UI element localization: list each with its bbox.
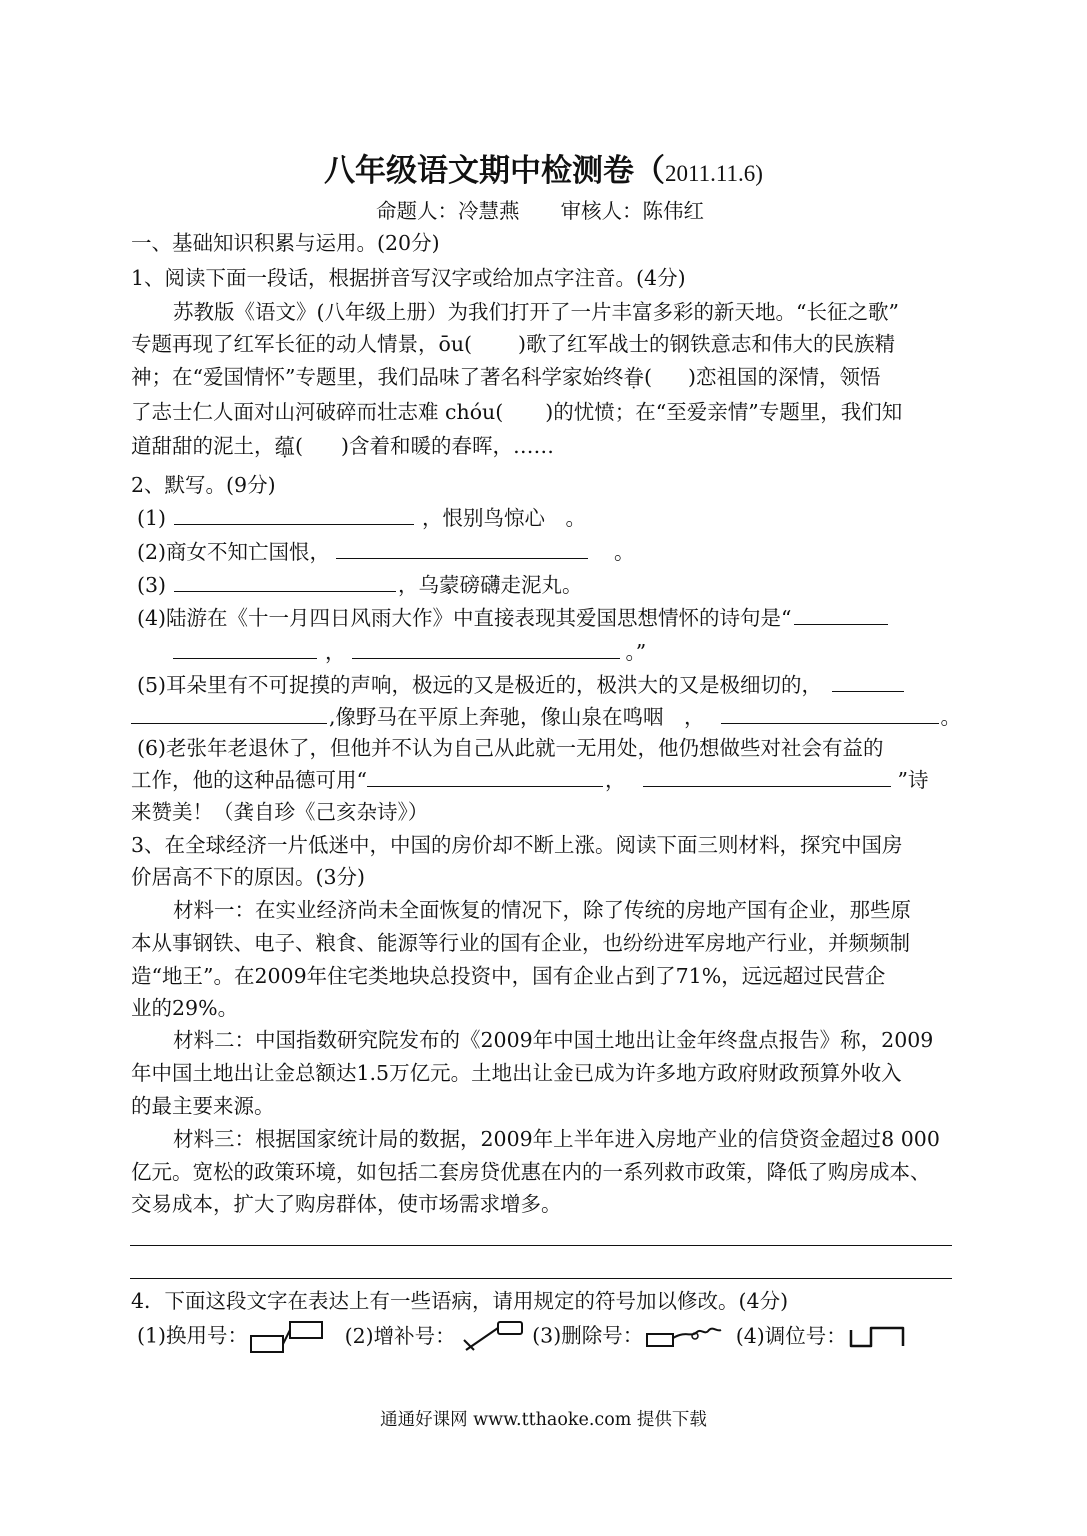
item-number: (1) bbox=[137, 506, 167, 530]
section-heading: 一、基础知识积累与运用。(20分) bbox=[131, 231, 440, 255]
item-text: 。” bbox=[625, 640, 647, 664]
material-line: 交易成本，扩大了购房群体，使市场需求增多。 bbox=[131, 1192, 562, 1216]
replace-symbol-icon bbox=[248, 1320, 324, 1354]
q2-item-5-cont bbox=[131, 702, 961, 732]
symbol-label: (3)删除号： bbox=[532, 1323, 644, 1348]
page-title bbox=[0, 145, 1087, 190]
q1-text: 神；在“爱国情怀”专题里，我们品味了著名科学家始终 bbox=[131, 365, 624, 389]
title-text: 八年级语文期中检测卷（ bbox=[324, 153, 666, 189]
material-line: 年中国土地出让金总额达1.5万亿元。土地出让金已成为许多地方政府财政预算外收入 bbox=[131, 1061, 902, 1085]
answer-blank[interactable] bbox=[174, 504, 414, 525]
item-text: (2)商女不知亡国恨， bbox=[137, 540, 331, 564]
q4-prompt: 4．下面这段文字在表达上有一些语病，请用规定的符号加以修改。(4分) bbox=[131, 1289, 789, 1313]
answer-blank[interactable] bbox=[336, 538, 588, 559]
dotted-char: 眷 bbox=[623, 365, 644, 389]
q1-passage-line bbox=[131, 362, 880, 392]
item-number: (3) bbox=[137, 573, 167, 597]
item-text: ， bbox=[604, 768, 626, 792]
symbol-label: (2)增补号： bbox=[344, 1323, 456, 1348]
q2-item-2 bbox=[137, 537, 635, 567]
footer-note: 通通好课网 www.tthaoke.com 提供下载 bbox=[380, 1410, 707, 1430]
answer-line[interactable] bbox=[130, 1278, 952, 1279]
q2-item-5 bbox=[137, 670, 904, 700]
answer-blank[interactable] bbox=[794, 604, 888, 625]
symbol-label: (4)调位号： bbox=[735, 1323, 847, 1348]
answer-blank[interactable] bbox=[173, 638, 317, 659]
q1-text: )恋祖国的深情，领悟 bbox=[687, 365, 881, 389]
item-text: ，恨别鸟惊心 。 bbox=[422, 506, 587, 530]
dotted-char: 蕴 bbox=[274, 434, 295, 458]
answer-blank[interactable] bbox=[721, 703, 939, 724]
q1-passage-line bbox=[131, 397, 902, 427]
q3-prompt: 3、在全球经济一片低迷中，中国的房价却不断上涨。阅读下面三则材料，探究中国房 bbox=[131, 833, 903, 857]
q2-item-3 bbox=[137, 570, 583, 600]
q2-item-6-cont bbox=[131, 765, 928, 795]
transpose-symbol-icon bbox=[847, 1322, 909, 1352]
item-text: 工作，他的这种品德可用“ bbox=[131, 768, 367, 792]
material-line: 的最主要来源。 bbox=[131, 1094, 275, 1118]
material-line: 业的29%。 bbox=[131, 996, 239, 1020]
answer-blank[interactable] bbox=[352, 638, 620, 659]
item-text: (4)陆游在《十一月四日风雨大作》中直接表现其爱国思想情怀的诗句是“ bbox=[137, 606, 792, 630]
answer-line[interactable] bbox=[130, 1245, 952, 1246]
answer-blank[interactable] bbox=[174, 571, 396, 592]
q2-item-6: (6)老张年老退休了，但他并不认为自己从此就一无用处，他仍想做些对社会有益的 bbox=[137, 736, 884, 760]
q1-text: )歌了红军战士的钢铁意志和伟大的民族精 bbox=[518, 332, 896, 356]
item-text: (5)耳朵里有不可捉摸的声响，极远的又是极近的，极洪大的又是极细切的， bbox=[137, 673, 823, 697]
item-text: ，乌蒙磅礴走泥丸。 bbox=[398, 573, 583, 597]
q1-text: ( bbox=[295, 434, 303, 458]
item-text: ”诗 bbox=[897, 768, 929, 792]
q2-item-1 bbox=[137, 503, 586, 533]
delete-symbol-icon bbox=[643, 1322, 723, 1352]
answer-blank[interactable] bbox=[367, 766, 603, 787]
q1-text: ( bbox=[643, 365, 652, 389]
insert-symbol-icon bbox=[456, 1320, 526, 1354]
answer-blank[interactable] bbox=[832, 671, 904, 692]
item-text: 。 bbox=[614, 540, 635, 564]
material-line: 材料三：根据国家统计局的数据，2009年上半年进入房地产业的信贷资金超过8 000 bbox=[173, 1127, 940, 1151]
q4-symbols bbox=[137, 1320, 909, 1354]
material-line: 材料一：在实业经济尚未全面恢复的情况下，除了传统的房地产国有企业，那些原 bbox=[173, 898, 911, 922]
q3-prompt: 价居高不下的原因。(3分) bbox=[131, 865, 366, 889]
q1-prompt: 1、阅读下面一段话，根据拼音写汉字或给加点字注音。(4分) bbox=[131, 266, 686, 290]
authors-line: 命题人：冷慧燕 审核人：陈伟红 bbox=[376, 199, 704, 223]
title-date: 2011.11.6) bbox=[665, 161, 763, 186]
q1-text: 了志士仁人面对山河破碎而壮志难 chóu( bbox=[131, 400, 504, 424]
item-text: ， bbox=[325, 640, 346, 664]
q1-text: )的忧愤；在“至爱亲情”专题里，我们知 bbox=[545, 400, 903, 424]
material-line: 本从事钢铁、电子、粮食、能源等行业的国有企业，也纷纷进军房地产行业，并频频制 bbox=[131, 931, 910, 955]
q2-item-4 bbox=[137, 603, 888, 633]
q1-text: )含着和暖的春晖，…… bbox=[341, 434, 554, 458]
symbol-label: (1)换用号： bbox=[137, 1323, 249, 1348]
material-line: 造“地王”。在2009年住宅类地块总投资中，国有企业占到了71%，远远超过民营企 bbox=[131, 964, 886, 988]
answer-blank[interactable] bbox=[131, 703, 327, 724]
material-line: 亿元。宽松的政策环境，如包括二套房贷优惠在内的一系列救市政策，降低了购房成本、 bbox=[131, 1160, 931, 1184]
q1-passage-line bbox=[131, 329, 895, 359]
material-line: 材料二：中国指数研究院发布的《2009年中国土地出让金年终盘点报告》称，2009 bbox=[173, 1028, 934, 1052]
q1-text: 道甜甜的泥土， bbox=[131, 434, 275, 458]
item-text: 。 bbox=[940, 705, 962, 729]
q1-passage-line bbox=[131, 431, 554, 461]
q1-passage-line: 苏教版《语文》(八年级上册）为我们打开了一片丰富多彩的新天地。“长征之歌” bbox=[173, 300, 899, 324]
q2-item-6-cont: 来赞美！（龚自珍《己亥杂诗》） bbox=[131, 800, 429, 824]
q2-item-4-cont bbox=[173, 637, 646, 667]
q2-prompt: 2、默写。(9分) bbox=[131, 473, 276, 497]
answer-blank[interactable] bbox=[643, 766, 891, 787]
q1-text: 专题再现了红军长征的动人情景，ōu( bbox=[131, 332, 473, 356]
item-text: ,像野马在平原上奔驰，像山泉在鸣咽 ， bbox=[329, 705, 705, 729]
